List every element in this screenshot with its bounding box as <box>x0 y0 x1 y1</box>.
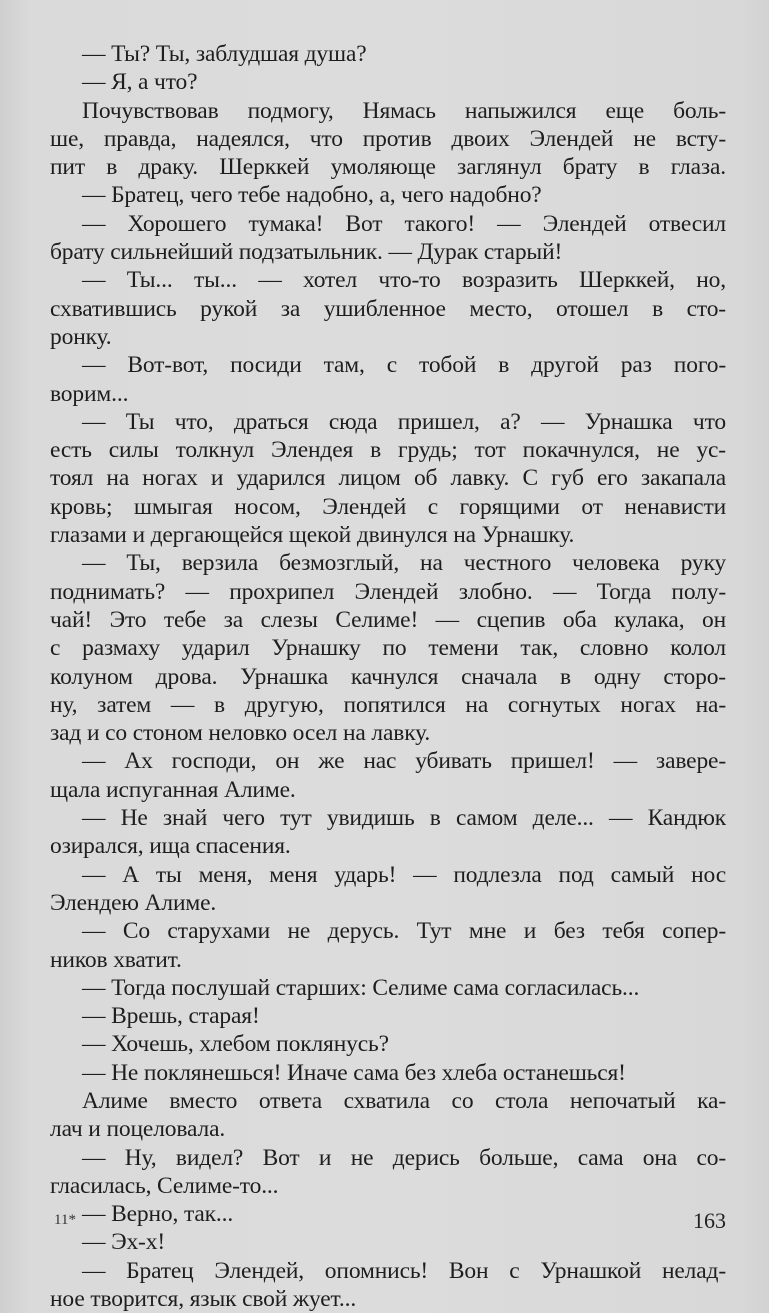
page-body <box>50 40 726 1313</box>
text-line: чай! Это тебе за слезы Селиме! — сцепив оба кулака, он <box>50 606 726 633</box>
text-line: тоял на ногах и ударился лицом об лавку. С губ его закапала <box>50 465 726 492</box>
text-line: есть силы толкнул Элендея в грудь; тот покачнулся, не ус- <box>50 437 726 464</box>
text-line: — Верно, так... <box>82 1201 234 1228</box>
text-line: ронку. <box>50 323 112 350</box>
printer-signature: 11* <box>54 1212 76 1228</box>
text-line: — А ты меня, меня ударь! — подлезла под самый нос <box>82 861 726 888</box>
text-line: — Ты... ты... — хотел что-то возразить Шерккей, но, <box>82 267 726 294</box>
page-number: 163 <box>693 1208 726 1233</box>
text-line: ворим... <box>50 380 129 407</box>
text-line: ше, правда, надеялся, что против двоих Элендей не всту- <box>50 125 726 152</box>
text-line: — Вот-вот, посиди там, с тобой в другой раз пого- <box>82 352 726 379</box>
text-line: поднимать? — прохрипел Элендей злобно. — Тогда полу- <box>50 578 726 605</box>
text-line: пит в драку. Шерккей умоляюще заглянул брату в глаза. <box>50 154 726 181</box>
text-line: зад и со стоном неловко осел на лавку. <box>50 720 431 747</box>
text-line: щала испуганная Алиме. <box>50 776 296 803</box>
text-line: брату сильнейший подзатыльник. — Дурак старый! <box>50 239 563 266</box>
text-line: лач и поцеловала. <box>50 1116 226 1143</box>
text-line: колуном дрова. Урнашка качнулся сначала в одну сторо- <box>50 663 726 690</box>
text-line: — Со старухами не дерусь. Тут мне и без тебя сопер- <box>82 918 726 945</box>
text-line: — Эх-х! <box>82 1229 165 1256</box>
text-line: кровь; шмыгая носом, Элендей с горящими от ненависти <box>50 493 726 520</box>
text-line: схватившись рукой за ушибленное место, отошел в сто- <box>50 295 726 322</box>
page-footer <box>50 1208 726 1238</box>
text-line: с размаху ударил Урнашку по темени так, словно колол <box>50 635 726 662</box>
text-line: Элендею Алиме. <box>50 889 217 916</box>
text-line: — Братец Элендей, опомнись! Вон с Урнашкой нелад- <box>82 1257 726 1284</box>
text-line: — Ты? Ты, заблудшая душа? <box>82 41 367 67</box>
text-line: — Хочешь, хлебом поклянусь? <box>82 1031 389 1058</box>
text-line: глазами и дергающейся щекой двинулся на Урнашку. <box>50 522 575 549</box>
text-line: — Братец, чего тебе надобно, а, чего надобно? <box>82 182 542 209</box>
text-line: — Тогда послушай старших: Селиме сама согласилась... <box>82 974 640 1001</box>
text-line: — Ах господи, он же нас убивать пришел! — завере- <box>82 748 726 775</box>
text-line: ное творится, язык свой жует... <box>50 1286 357 1313</box>
text-line: — Не знай чего тут увидишь в самом деле... — Кандюк <box>82 805 726 832</box>
text-line: — Ты, верзила безмозглый, на честного человека руку <box>82 550 726 577</box>
text-line: Алиме вместо ответа схватила со стола непочатый ка- <box>82 1087 726 1114</box>
text-line: — Не поклянешься! Иначе сама без хлеба останешься! <box>82 1059 626 1086</box>
text-line: гласилась, Селиме-то... <box>50 1172 279 1199</box>
text-line: ну, затем — в другую, попятился на согнутых ногах на- <box>50 691 726 718</box>
text-line: — Я, а что? <box>82 69 198 96</box>
text-line: озирался, ища спасения. <box>50 833 291 860</box>
text-line: — Ну, видел? Вот и не дерись больше, сама она со- <box>82 1144 726 1171</box>
text-line: — Врешь, старая! <box>82 1003 260 1030</box>
text-line: ников хватит. <box>50 946 182 973</box>
text-line: — Хорошего тумака! Вот такого! — Элендей отвесил <box>82 210 726 237</box>
text-line: Почувствовав подмогу, Нямась напыжился еще боль- <box>82 97 726 124</box>
text-line: — Ты что, драться сюда пришел, а? — Урнашка что <box>82 408 726 435</box>
